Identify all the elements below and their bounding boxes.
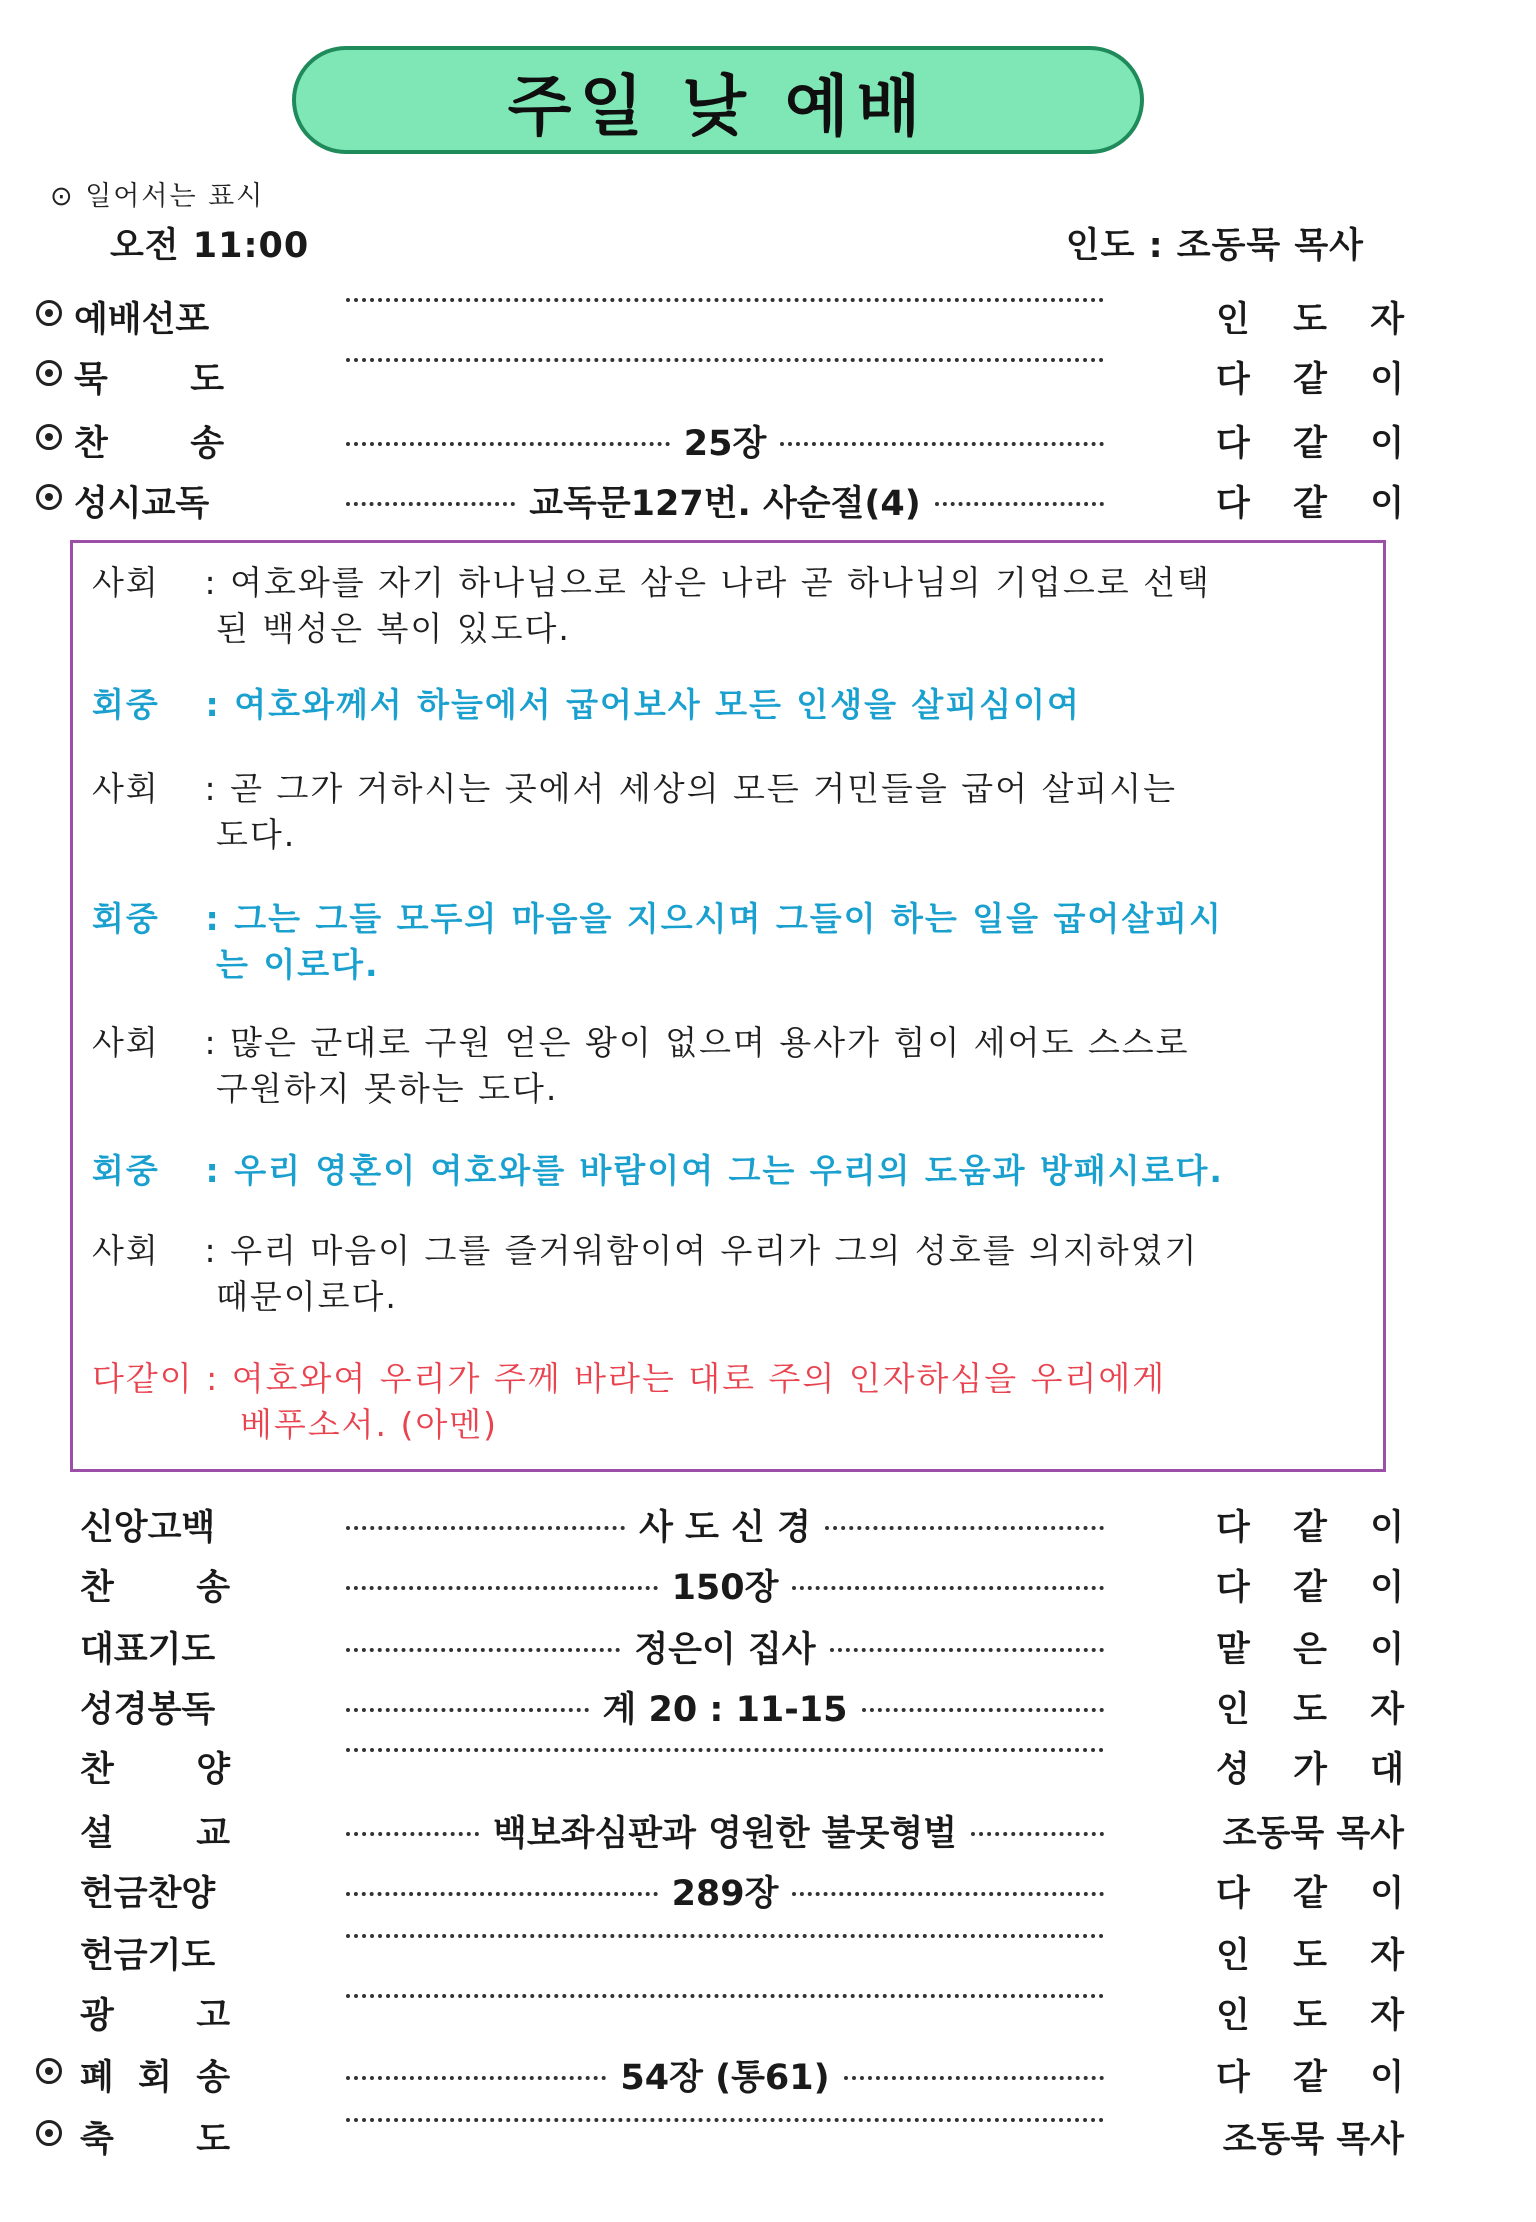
order-item-detail-text: 정은이 집사 — [634, 1630, 816, 1670]
order-item-detail — [346, 1742, 1104, 1752]
order-item-respondent-char: 다 — [1216, 2058, 1250, 2098]
order-item-respondent — [1216, 352, 1404, 402]
order-item-label-char: 광 — [80, 1996, 114, 2036]
order-item-detail — [346, 292, 1104, 302]
order-item-respondent-char: 같 — [1293, 360, 1327, 400]
reading-leader-line — [92, 766, 1372, 858]
reading-people-line — [92, 1148, 1372, 1194]
order-item-respondent-char: 성 — [1216, 1750, 1250, 1790]
order-item-label-char: 찬 — [80, 1750, 114, 1790]
reading-speaker: 회중 — [92, 1151, 160, 1190]
reading-all-line — [92, 1356, 1372, 1448]
order-row — [0, 1806, 1536, 1862]
dot-leader — [935, 502, 1104, 506]
order-item-respondent-char: 대 — [1370, 1750, 1404, 1790]
reading-text-continued: 는 이로다. — [216, 945, 380, 984]
dot-leader — [346, 1892, 658, 1896]
reading-text-continued: 때문이로다. — [216, 1277, 398, 1316]
order-item-respondent-char: 자 — [1370, 1690, 1404, 1730]
order-item-label-char: 신앙고백 — [80, 1508, 216, 1548]
reading-text: 우리 마음이 그를 즐거워함이여 우리가 그의 성호를 의지하였기 — [230, 1231, 1199, 1270]
order-item-respondent — [1216, 416, 1404, 466]
order-item-respondent-char: 이 — [1370, 1630, 1404, 1670]
standing-legend-text: 일어서는 표시 — [85, 181, 265, 212]
dot-leader — [346, 2076, 606, 2080]
order-item-label — [80, 1560, 230, 1610]
reading-text: 여호와께서 하늘에서 굽어보사 모든 인생을 살피심이여 — [234, 685, 1081, 724]
standing-legend — [50, 174, 264, 213]
order-item-detail — [346, 1866, 1104, 1916]
order-row — [0, 1500, 1536, 1556]
order-item-label-char: 성경봉독 — [80, 1690, 216, 1730]
dot-leader — [792, 1892, 1104, 1896]
order-item-respondent — [1216, 1806, 1404, 1856]
order-item-respondent — [1216, 1742, 1404, 1792]
order-item-label — [80, 1500, 230, 1550]
order-item-label-char: 도 — [196, 2120, 230, 2160]
reading-speaker: 회중 — [92, 899, 160, 938]
standing-mark-icon — [36, 300, 62, 326]
order-item-respondent-char: 도 — [1293, 1936, 1327, 1976]
order-item-label — [74, 476, 224, 526]
order-item-detail-text: 25장 — [683, 424, 767, 464]
order-item-respondent-char: 자 — [1370, 1996, 1404, 2036]
order-item-respondent-char: 같 — [1293, 484, 1327, 524]
order-item-label — [74, 292, 224, 342]
order-item-detail-text: 150장 — [671, 1568, 779, 1608]
order-row — [0, 1742, 1536, 1798]
reading-colon: : — [192, 769, 231, 808]
order-item-respondent-char: 인 — [1216, 1936, 1250, 1976]
order-item-detail — [346, 1928, 1104, 1938]
reading-text-continued: 구원하지 못하는 도다. — [216, 1069, 559, 1108]
reading-colon: : — [192, 1231, 231, 1270]
reading-speaker: 회중 — [92, 685, 160, 724]
order-item-detail-text: 교독문127번. 사순절(4) — [529, 484, 921, 524]
order-item-label-char: 교 — [196, 1814, 230, 1854]
standing-mark-icon — [36, 2058, 62, 2084]
order-item-detail — [346, 416, 1104, 466]
order-item-respondent-char: 자 — [1370, 300, 1404, 340]
reading-colon: : — [192, 899, 235, 938]
order-item-respondent — [1216, 2112, 1404, 2162]
order-item-respondent-char: 다 — [1216, 1508, 1250, 1548]
standing-mark-icon — [36, 360, 62, 386]
order-item-label-char: 송 — [196, 2058, 230, 2098]
reading-colon: : — [192, 1151, 235, 1190]
order-item-detail-text: 289장 — [671, 1874, 779, 1914]
dot-leader — [830, 1648, 1104, 1652]
reading-text: 여호와를 자기 하나님으로 삼은 나라 곧 하나님의 기업으로 선택 — [230, 563, 1211, 602]
order-item-respondent-char: 같 — [1293, 424, 1327, 464]
page-title: 주일 낮 예배 — [292, 46, 1144, 154]
order-item-respondent-char: 같 — [1293, 1568, 1327, 1608]
responsive-reading-box — [70, 540, 1386, 1472]
reading-people-line — [92, 682, 1372, 728]
order-item-detail — [346, 352, 1104, 362]
dot-leader — [346, 1832, 479, 1836]
order-item-respondent-char: 다 — [1216, 1874, 1250, 1914]
order-item-respondent-char: 다 — [1216, 484, 1250, 524]
order-item-label-char: 송 — [196, 1568, 230, 1608]
reading-speaker: 사회 — [92, 769, 160, 808]
order-item-respondent-char: 다 — [1216, 424, 1250, 464]
reading-text-continued: 도다. — [216, 815, 297, 854]
reading-text: 곧 그가 거하시는 곳에서 세상의 모든 거민들을 굽어 살피시는 — [230, 769, 1177, 808]
order-item-label-char: 묵 — [74, 360, 108, 400]
dot-leader — [862, 1708, 1105, 1712]
order-item-detail — [346, 1682, 1104, 1732]
order-item-label-char: 축 — [80, 2120, 114, 2160]
service-leader: 인도 : 조동묵 목사 — [1065, 226, 1364, 266]
order-item-detail-text: 사 도 신 경 — [639, 1508, 811, 1548]
order-item-label-char: 폐 — [80, 2058, 114, 2098]
order-item-respondent-char: 같 — [1293, 2058, 1327, 2098]
order-item-label — [74, 416, 224, 466]
order-item-detail-text: 54장 (통61) — [620, 2058, 830, 2098]
reading-text: 그는 그들 모두의 마음을 지으시며 그들이 하는 일을 굽어살피시 — [234, 899, 1223, 938]
order-item-respondent-char: 조동묵 목사 — [1222, 2120, 1404, 2160]
order-item-respondent-char: 같 — [1293, 1508, 1327, 1548]
reading-leader-line — [92, 1228, 1372, 1320]
order-item-label-char: 송 — [190, 424, 224, 464]
dot-leader — [346, 2118, 1104, 2122]
reading-text: 여호와여 우리가 주께 바라는 대로 주의 인자하심을 우리에게 — [231, 1359, 1167, 1398]
order-item-respondent-char: 도 — [1293, 300, 1327, 340]
order-item-label — [80, 1988, 230, 2038]
reading-leader-line — [92, 560, 1372, 652]
order-item-respondent-char: 이 — [1370, 2058, 1404, 2098]
dot-leader — [346, 1586, 658, 1590]
order-item-label — [74, 352, 224, 402]
order-item-respondent-char: 이 — [1370, 1568, 1404, 1608]
order-item-respondent-char: 같 — [1293, 1874, 1327, 1914]
reading-leader-line — [92, 1020, 1372, 1112]
dot-leader — [346, 502, 515, 506]
order-item-label — [80, 1806, 230, 1856]
order-item-label-char: 찬 — [80, 1568, 114, 1608]
dot-leader — [346, 1708, 589, 1712]
order-item-label-char: 성시교독 — [74, 484, 210, 524]
reading-speaker: 다같이 — [92, 1359, 194, 1398]
order-item-respondent-char: 은 — [1293, 1630, 1327, 1670]
order-item-detail — [346, 2050, 1104, 2100]
order-item-respondent — [1216, 1682, 1404, 1732]
order-item-detail-text: 백보좌심판과 영원한 불못형벌 — [493, 1814, 957, 1854]
reading-colon: : — [192, 563, 231, 602]
order-item-respondent-char: 이 — [1370, 484, 1404, 524]
reading-text: 많은 군대로 구원 얻은 왕이 없으며 용사가 힘이 세어도 스스로 — [230, 1023, 1190, 1062]
order-item-respondent — [1216, 1866, 1404, 1916]
order-item-label — [80, 1622, 230, 1672]
dot-leader — [346, 1526, 625, 1530]
order-item-detail — [346, 476, 1104, 526]
order-item-respondent-char: 다 — [1216, 1568, 1250, 1608]
dot-leader — [346, 1648, 620, 1652]
order-row — [0, 1866, 1536, 1922]
dot-leader — [792, 1586, 1104, 1590]
order-item-respondent — [1216, 1928, 1404, 1978]
service-time: 오전 11:00 — [110, 226, 310, 266]
standing-mark-icon — [36, 2120, 62, 2146]
order-item-respondent-char: 도 — [1293, 1996, 1327, 2036]
order-row — [0, 476, 1536, 532]
order-item-respondent-char: 이 — [1370, 1874, 1404, 1914]
dot-leader — [346, 1934, 1104, 1938]
order-item-label — [80, 1682, 230, 1732]
dot-leader — [780, 442, 1104, 446]
order-item-respondent-char: 이 — [1370, 360, 1404, 400]
order-item-respondent — [1216, 2050, 1404, 2100]
reading-colon: : — [192, 1023, 231, 1062]
order-item-label-char: 도 — [190, 360, 224, 400]
dot-leader — [971, 1832, 1104, 1836]
order-item-respondent — [1216, 476, 1404, 526]
order-row — [0, 1928, 1536, 1984]
order-item-label — [80, 1928, 230, 1978]
order-item-label-char: 찬 — [74, 424, 108, 464]
dot-leader — [825, 1526, 1104, 1530]
order-item-respondent-char: 자 — [1370, 1936, 1404, 1976]
dot-leader — [346, 1748, 1104, 1752]
order-item-respondent — [1216, 1560, 1404, 1610]
order-row — [0, 1622, 1536, 1678]
order-item-respondent-char: 이 — [1370, 424, 1404, 464]
order-item-label-char: 헌금기도 — [80, 1936, 216, 1976]
order-item-label — [80, 1866, 230, 1916]
reading-people-line — [92, 896, 1372, 988]
reading-colon: : — [192, 685, 235, 724]
order-row — [0, 416, 1536, 472]
order-item-detail-text: 계 20 : 11-15 — [602, 1690, 848, 1730]
order-row — [0, 1682, 1536, 1738]
order-item-detail — [346, 1560, 1104, 1610]
order-item-respondent-char: 조동묵 목사 — [1222, 1814, 1404, 1854]
order-item-detail — [346, 1622, 1104, 1672]
order-item-respondent — [1216, 1988, 1404, 2038]
dot-leader — [346, 358, 1104, 362]
order-row — [0, 292, 1536, 348]
order-item-respondent-char: 가 — [1293, 1750, 1327, 1790]
dot-leader — [346, 1994, 1104, 1998]
reading-speaker: 사회 — [92, 1023, 160, 1062]
order-item-respondent-char: 인 — [1216, 1690, 1250, 1730]
order-item-respondent — [1216, 292, 1404, 342]
reading-speaker: 사회 — [92, 1231, 160, 1270]
dot-leader — [346, 442, 670, 446]
order-item-label-char: 설 — [80, 1814, 114, 1854]
order-item-detail — [346, 1988, 1104, 1998]
order-item-detail — [346, 1500, 1104, 1550]
order-item-label-char: 예배선포 — [74, 300, 210, 340]
order-item-detail — [346, 1806, 1104, 1856]
order-item-respondent-char: 맡 — [1216, 1630, 1250, 1670]
order-item-label — [80, 2050, 230, 2100]
order-item-label — [80, 1742, 230, 1792]
order-item-label-char: 양 — [196, 1750, 230, 1790]
order-row — [0, 1988, 1536, 2044]
reading-text-continued: 된 백성은 복이 있도다. — [216, 609, 571, 648]
order-item-label-char: 헌금찬양 — [80, 1874, 216, 1914]
order-row — [0, 2112, 1536, 2168]
order-item-respondent — [1216, 1622, 1404, 1672]
order-item-detail — [346, 2112, 1104, 2122]
standing-mark-icon — [36, 424, 62, 450]
order-row — [0, 1560, 1536, 1616]
order-item-label-char: 대표기도 — [80, 1630, 216, 1670]
order-item-respondent-char: 이 — [1370, 1508, 1404, 1548]
dot-leader — [844, 2076, 1104, 2080]
order-item-respondent-char: 인 — [1216, 1996, 1250, 2036]
order-item-respondent-char: 인 — [1216, 300, 1250, 340]
order-item-respondent — [1216, 1500, 1404, 1550]
order-row — [0, 2050, 1536, 2106]
order-item-respondent-char: 다 — [1216, 360, 1250, 400]
order-item-respondent-char: 도 — [1293, 1690, 1327, 1730]
order-item-label — [80, 2112, 230, 2162]
standing-mark-icon — [36, 484, 62, 510]
dot-leader — [346, 298, 1104, 302]
order-row — [0, 352, 1536, 408]
reading-speaker: 사회 — [92, 563, 160, 602]
standing-mark-icon: ⊙ — [50, 181, 75, 212]
order-item-label-char: 고 — [196, 1996, 230, 2036]
reading-text-continued: 베푸소서. (아멘) — [240, 1405, 498, 1444]
order-item-label-char: 회 — [138, 2058, 172, 2098]
reading-text: 우리 영혼이 여호와를 바람이여 그는 우리의 도움과 방패시로다. — [234, 1151, 1224, 1190]
reading-colon: : — [193, 1359, 232, 1398]
